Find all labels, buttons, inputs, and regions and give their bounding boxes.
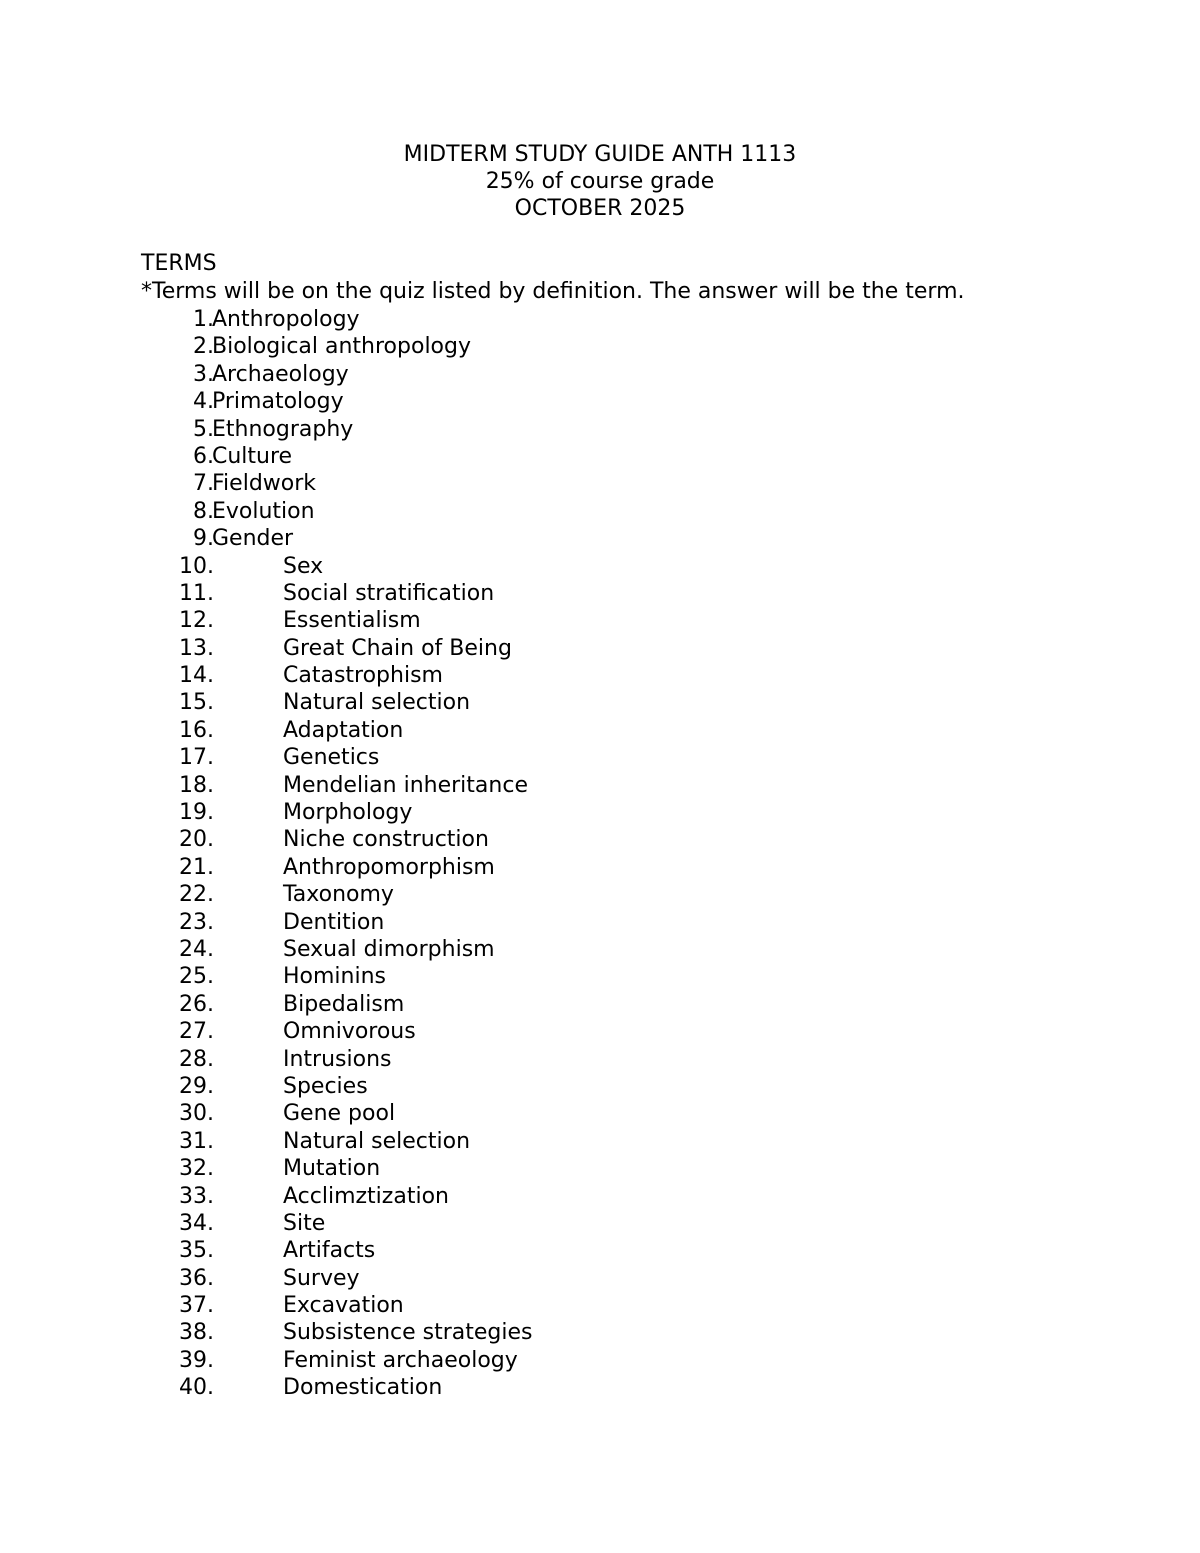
term-number: 11. [179,580,214,606]
list-item [0,744,1200,771]
term-number: 31. [179,1128,214,1154]
term-number: 16. [179,717,214,743]
term-number: 1. [193,307,214,332]
term-number: 8. [193,498,214,524]
term-text: Catastrophism [283,663,443,689]
list-item [0,772,1200,799]
term-number: 7. [193,471,214,497]
list-item [0,306,1200,333]
document-header [0,141,1200,222]
term-text: Domestication [283,1375,443,1401]
terms-list [0,306,1200,1402]
term-number: 19. [179,800,214,826]
term-text: Anthropology [212,307,360,332]
list-item [0,1237,1200,1264]
term-number: 26. [179,991,214,1017]
grade-weight: 25% of course grade [485,169,715,194]
list-item [0,333,1200,360]
term-number: 40. [179,1375,214,1401]
term-text: Primatology [212,389,344,415]
term-text: Hominins [283,964,387,990]
term-number: 10. [179,553,214,579]
list-item [0,1292,1200,1319]
list-item [0,826,1200,853]
term-number: 13. [179,635,214,661]
term-text: Natural selection [283,690,471,716]
term-text: Mendelian inheritance [283,772,528,798]
term-number: 9. [193,526,214,552]
term-number: 24. [179,936,214,962]
term-text: Genetics [283,745,380,771]
list-item [0,1347,1200,1374]
term-text: Survey [283,1265,360,1291]
list-item [0,470,1200,497]
terms-heading: TERMS [141,251,217,276]
term-number: 14. [179,663,214,689]
list-item [0,1183,1200,1210]
term-number: 27. [179,1019,214,1045]
list-item [0,361,1200,388]
term-number: 4. [193,389,214,415]
term-number: 33. [179,1183,214,1209]
term-text: Dentition [283,909,385,935]
term-text: Taxonomy [283,882,394,908]
term-text: Social stratification [283,580,495,606]
list-item [0,799,1200,826]
term-text: Fieldwork [212,471,317,497]
term-number: 30. [179,1101,214,1127]
list-item [0,443,1200,470]
term-number: 37. [179,1293,214,1319]
term-text: Culture [212,443,293,469]
term-text: Bipedalism [283,991,405,1017]
term-text: Site [283,1210,326,1236]
list-item [0,662,1200,689]
term-text: Natural selection [283,1128,471,1154]
list-item [0,1210,1200,1237]
term-number: 36. [179,1265,214,1291]
term-text: Niche construction [283,827,489,853]
term-text: Ethnography [212,416,354,442]
term-text: Sexual dimorphism [283,936,495,962]
term-text: Intrusions [283,1046,392,1072]
term-number: 15. [179,690,214,716]
term-text: Gender [212,526,294,552]
term-number: 6. [193,443,214,469]
term-text: Evolution [212,498,315,524]
list-item [0,580,1200,607]
list-item [0,963,1200,990]
term-text: Gene pool [283,1101,396,1127]
term-number: 17. [179,745,214,771]
list-item [0,936,1200,963]
list-item [0,525,1200,552]
term-number: 23. [179,909,214,935]
term-text: Morphology [283,800,413,826]
list-item [0,881,1200,908]
list-item [0,1100,1200,1127]
list-item [0,689,1200,716]
term-text: Essentialism [283,608,421,634]
list-item [0,1374,1200,1401]
term-number: 20. [179,827,214,853]
term-text: Sex [283,553,324,579]
term-text: Subsistence strategies [283,1320,533,1346]
term-number: 35. [179,1238,214,1264]
term-number: 18. [179,772,214,798]
document-date: OCTOBER 2025 [514,196,686,221]
list-item [0,991,1200,1018]
term-number: 28. [179,1046,214,1072]
term-number: 22. [179,882,214,908]
term-text: Omnivorous [283,1019,416,1045]
term-text: Archaeology [212,361,349,387]
list-item [0,388,1200,415]
list-item [0,553,1200,580]
list-item [0,607,1200,634]
term-text: Anthropomorphism [283,854,495,880]
term-text: Excavation [283,1293,404,1319]
document-title: MIDTERM STUDY GUIDE ANTH 1113 [403,142,797,167]
term-number: 2. [193,334,214,360]
list-item [0,1018,1200,1045]
term-number: 12. [179,608,214,634]
list-item [0,909,1200,936]
term-number: 32. [179,1156,214,1182]
term-text: Species [283,1073,368,1099]
list-item [0,1155,1200,1182]
list-item [0,416,1200,443]
list-item [0,717,1200,744]
term-number: 3. [193,361,214,387]
term-text: Mutation [283,1156,381,1182]
term-number: 5. [193,416,214,442]
list-item [0,1265,1200,1292]
list-item [0,1319,1200,1346]
term-number: 29. [179,1073,214,1099]
term-number: 25. [179,964,214,990]
term-text: Acclimztization [283,1183,449,1209]
term-text: Artifacts [283,1238,376,1264]
term-number: 39. [179,1347,214,1373]
term-text: Great Chain of Being [283,635,512,661]
list-item [0,498,1200,525]
list-item [0,635,1200,662]
term-number: 21. [179,854,214,880]
term-number: 38. [179,1320,214,1346]
term-text: Feminist archaeology [283,1347,518,1373]
terms-note: *Terms will be on the quiz listed by definition. The answer will be the term. [141,279,965,304]
term-text: Adaptation [283,717,404,743]
term-number: 34. [179,1210,214,1236]
list-item [0,854,1200,881]
term-text: Biological anthropology [212,334,471,360]
list-item [0,1128,1200,1155]
list-item [0,1046,1200,1073]
list-item [0,1073,1200,1100]
